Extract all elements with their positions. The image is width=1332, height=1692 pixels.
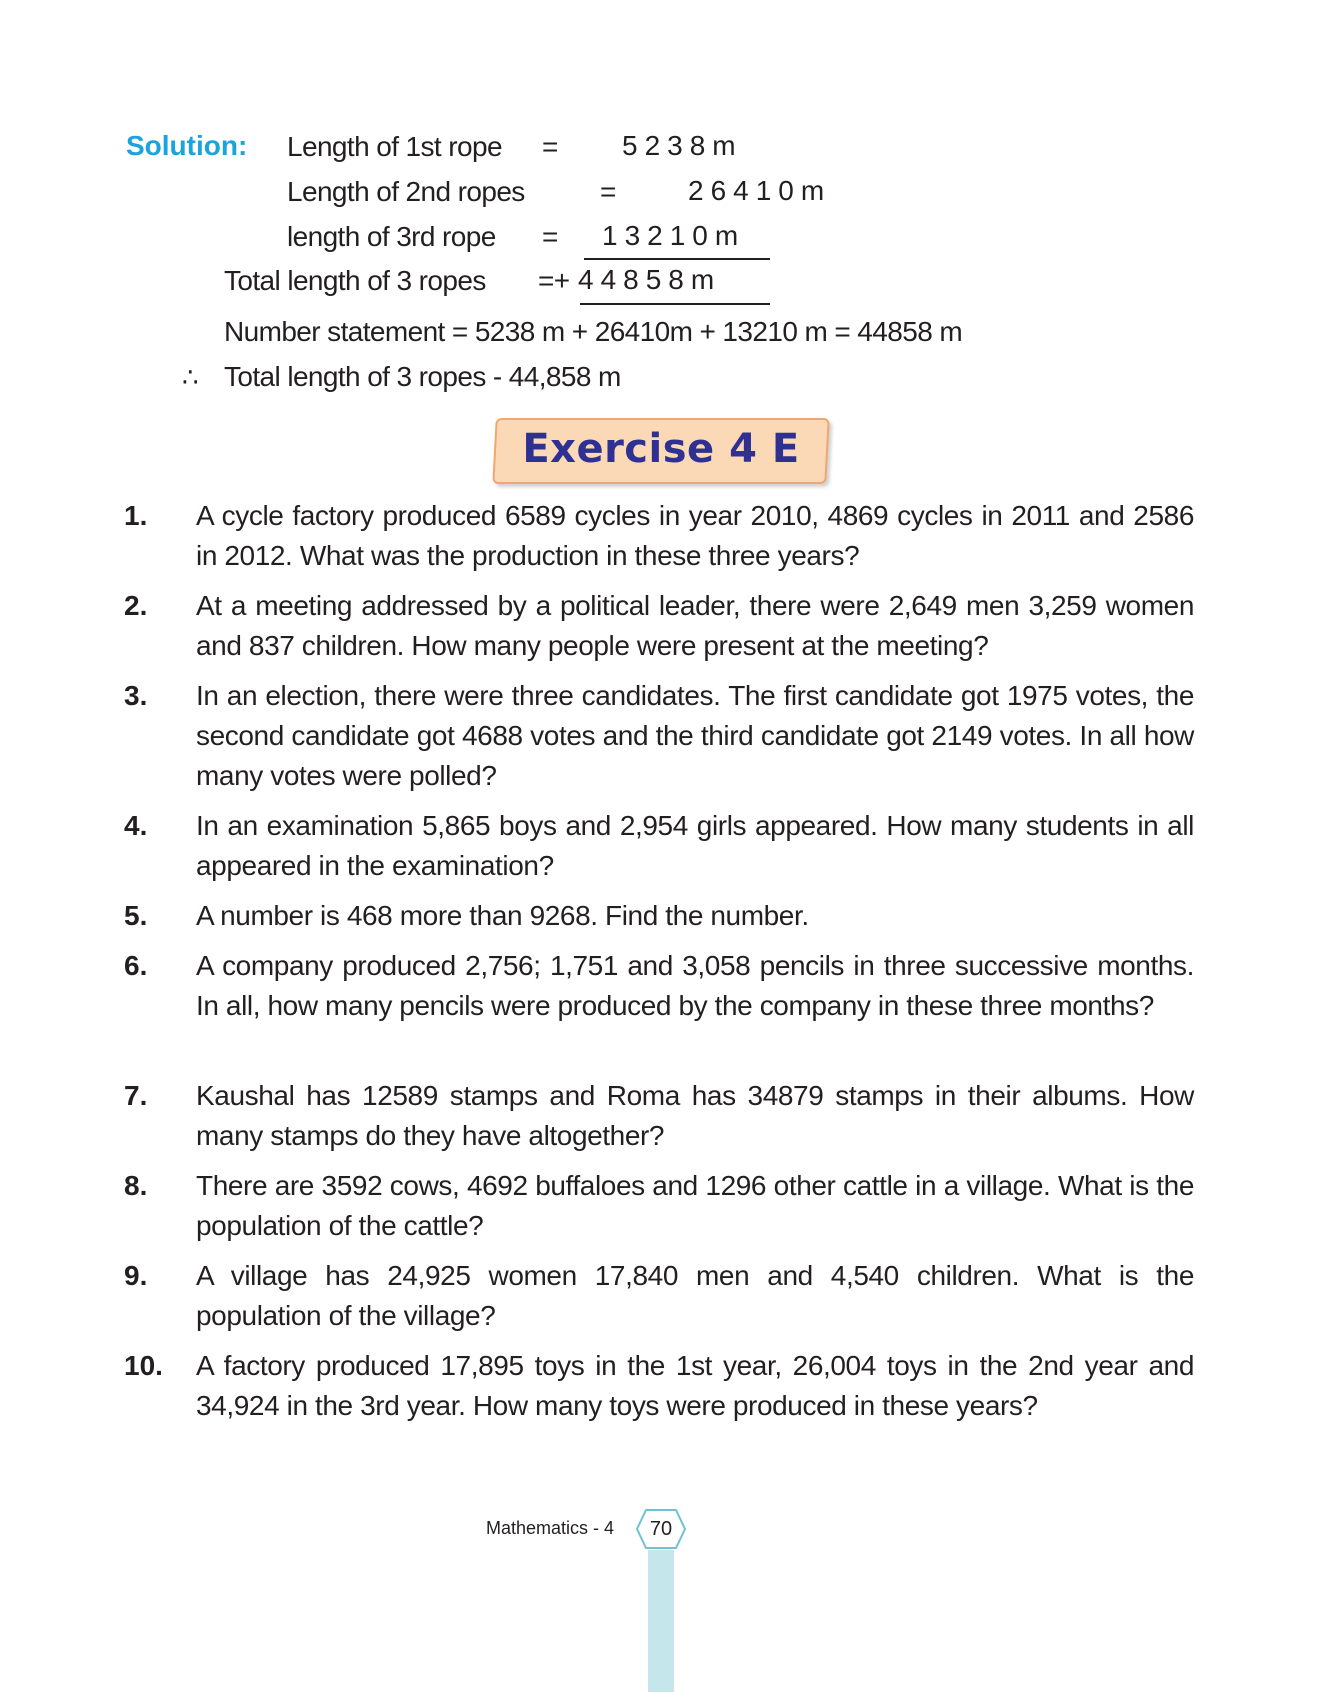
total-label: Total length of 3 ropes: [224, 265, 486, 296]
therefore-symbol: ∴: [182, 362, 199, 392]
question-text: A number is 468 more than 9268. Find the number.: [196, 900, 809, 931]
sum-rule-top: [584, 258, 770, 260]
footer-book-title: Mathematics - 4: [486, 1518, 615, 1538]
question-number: 10.: [124, 1350, 163, 1381]
question-number: 8.: [124, 1170, 148, 1201]
rope3-equals: =: [542, 221, 558, 252]
page-number: 70: [649, 1518, 673, 1540]
question-number: 2.: [124, 590, 148, 621]
exercise-title: Exercise 4 E: [522, 426, 800, 472]
rope1-equals: =: [542, 131, 558, 162]
question-number: 3.: [124, 680, 148, 711]
question-number: 4.: [124, 810, 148, 841]
question-text: In an election, there were three candidates. The first candidate got 1975 votes, the second candidate got 4688 votes and the third candidate got 2149 votes. In all how many votes were polled?: [196, 680, 1194, 791]
total-value: 44858m: [578, 264, 722, 295]
rope2-equals: =: [600, 176, 616, 207]
solution-label: Solution:: [126, 130, 248, 161]
question-text: A village has 24,925 women 17,840 men and 4,540 children. What is the population of the village?: [196, 1260, 1194, 1331]
sum-rule-bottom: [580, 303, 770, 305]
rope1-value: 5238m: [622, 130, 743, 161]
question-number: 5.: [124, 900, 148, 931]
question-number: 1.: [124, 500, 148, 531]
question-number: 7.: [124, 1080, 148, 1111]
question-text: A company produced 2,756; 1,751 and 3,058 pencils in three successive months. In all, how many pencils were produced by the company in these three months?: [196, 950, 1194, 1021]
question-text: A factory produced 17,895 toys in the 1st year, 26,004 toys in the 2nd year and 34,924 in the 3rd year. How many toys were produced in these years?: [196, 1350, 1194, 1421]
question-text: There are 3592 cows, 4692 buffaloes and 1296 other cattle in a village. What is the population of the cattle?: [196, 1170, 1194, 1241]
page-edge-strip: [648, 1550, 674, 1692]
number-statement: Number statement = 5238 m + 26410m + 13210 m = 44858 m: [224, 316, 963, 347]
rope1-label: Length of 1st rope: [287, 131, 502, 162]
rope2-label: Length of 2nd ropes: [287, 176, 525, 207]
conclusion: Total length of 3 ropes - 44,858 m: [224, 361, 621, 392]
question-number: 9.: [124, 1260, 148, 1291]
rope3-value: 13210m: [602, 220, 746, 251]
question-text: At a meeting addressed by a political leader, there were 2,649 men 3,259 women and 837 children. How many people were present at the meeting?: [196, 590, 1194, 661]
total-equals: =+: [538, 265, 570, 296]
question-text: In an examination 5,865 boys and 2,954 girls appeared. How many students in all appeared in the examination?: [196, 810, 1194, 881]
question-text: Kaushal has 12589 stamps and Roma has 34879 stamps in their albums. How many stamps do they have altogether?: [196, 1080, 1194, 1151]
rope3-label: length of 3rd rope: [287, 221, 496, 252]
rope2-value: 26410m: [688, 175, 832, 206]
question-text: A cycle factory produced 6589 cycles in year 2010, 4869 cycles in 2011 and 2586 in 2012. What was the production in these three years?: [196, 500, 1194, 571]
question-number: 6.: [124, 950, 148, 981]
